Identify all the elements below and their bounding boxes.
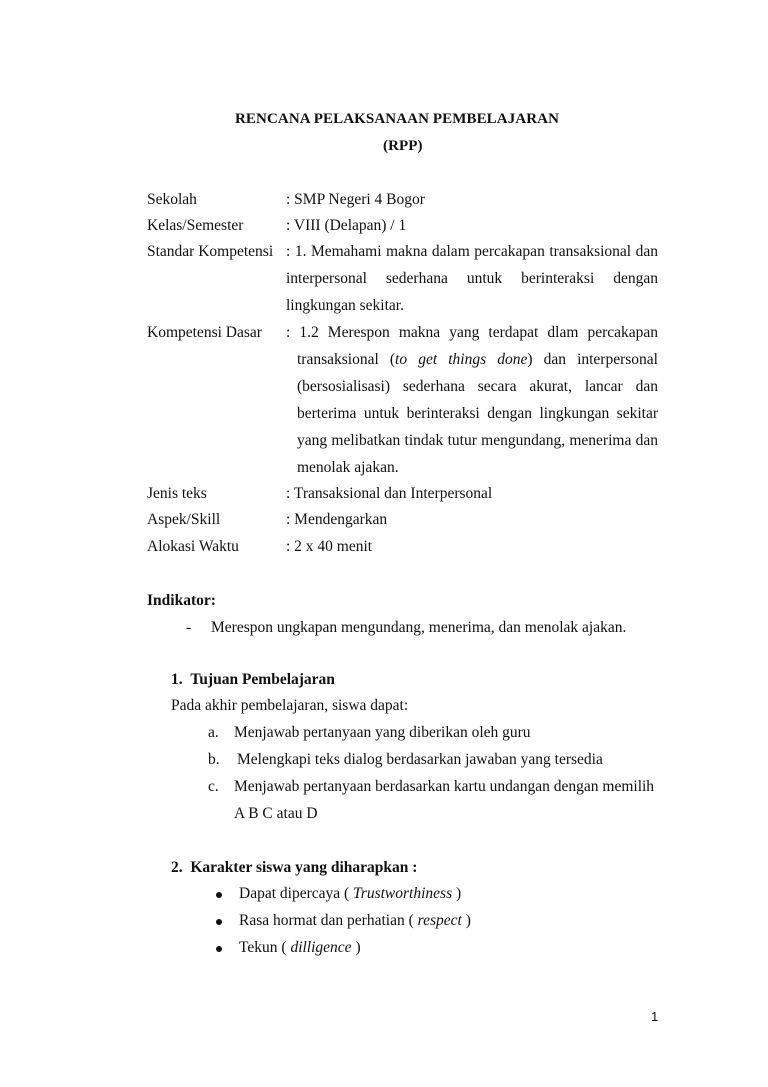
label-jenis-teks: Jenis teks bbox=[147, 485, 207, 502]
label-sekolah: Sekolah bbox=[147, 191, 197, 208]
karakter-item-2-post: ) bbox=[461, 912, 471, 929]
karakter-item-3-post: ) bbox=[351, 939, 361, 956]
karakter-item-3-emphasis: dilligence bbox=[290, 939, 352, 956]
value-kd-line3: (bersosialisasi) sederhana secara akurat, lancar dan bbox=[297, 378, 658, 395]
karakter-item-1 bbox=[239, 885, 461, 903]
karakter-item-1-emphasis: Trustworthiness bbox=[353, 885, 453, 902]
label-alokasi-waktu: Alokasi Waktu bbox=[147, 538, 239, 555]
tujuan-item-b: Melengkapi teks dialog berdasarkan jawaban yang tersedia bbox=[237, 751, 603, 768]
value-alokasi-waktu: : 2 x 40 menit bbox=[286, 538, 373, 555]
label-standar-kompetensi: Standar Kompetensi bbox=[147, 243, 274, 260]
value-kd-line5: yang melibatkan tindak tutur mengundang, menerima dan bbox=[297, 432, 658, 449]
label-kompetensi-dasar: Kompetensi Dasar bbox=[147, 324, 262, 341]
value-kd-line4: berterima untuk berinteraksi dengan lingkungan sekitar bbox=[297, 405, 658, 422]
karakter-item-1-pre: Dapat dipercaya ( bbox=[239, 885, 354, 902]
document-subtitle: (RPP) bbox=[383, 138, 423, 154]
value-sekolah: : SMP Negeri 4 Bogor bbox=[286, 191, 425, 208]
indikator-heading: Indikator: bbox=[147, 592, 216, 609]
value-sk-line3: lingkungan sekitar. bbox=[286, 297, 404, 314]
kd-line2-pre: transaksional ( bbox=[297, 351, 396, 368]
karakter-item-3-pre: Tekun ( bbox=[239, 939, 291, 956]
bullet-icon bbox=[216, 892, 222, 898]
value-kd-line6: menolak ajakan. bbox=[297, 459, 399, 476]
value-sk-line1: : 1. Memahami makna dalam percakapan transaksional dan bbox=[286, 243, 658, 260]
value-aspek-skill: : Mendengarkan bbox=[286, 511, 388, 528]
value-jenis-teks: : Transaksional dan Interpersonal bbox=[286, 485, 493, 502]
label-kelas: Kelas/Semester bbox=[147, 217, 244, 234]
tujuan-intro: Pada akhir pembelajaran, siswa dapat: bbox=[171, 697, 409, 714]
karakter-heading: 2. Karakter siswa yang diharapkan : bbox=[171, 859, 418, 876]
tujuan-item-c-marker: c. bbox=[208, 778, 219, 795]
tujuan-item-c-continued: A B C atau D bbox=[234, 805, 318, 822]
indikator-item: Merespon ungkapan mengundang, menerima, dan menolak ajakan. bbox=[211, 619, 627, 636]
bullet-icon bbox=[216, 919, 222, 925]
indikator-dash: - bbox=[186, 619, 192, 636]
label-aspek-skill: Aspek/Skill bbox=[147, 511, 221, 528]
tujuan-item-c: Menjawab pertanyaan berdasarkan kartu undangan dengan memilih bbox=[234, 778, 655, 795]
karakter-item-3 bbox=[239, 939, 361, 957]
document-title: RENCANA PELAKSANAAN PEMBELAJARAN bbox=[235, 111, 560, 127]
page-number: 1 bbox=[651, 1009, 659, 1024]
value-kelas: : VIII (Delapan) / 1 bbox=[286, 217, 407, 234]
karakter-item-2-pre: Rasa hormat dan perhatian ( bbox=[239, 912, 418, 929]
tujuan-item-b-marker: b. bbox=[208, 751, 220, 768]
tujuan-item-a-marker: a. bbox=[208, 724, 219, 741]
kd-line2-emphasis: to get things done bbox=[395, 351, 528, 368]
tujuan-item-a: Menjawab pertanyaan yang diberikan oleh guru bbox=[234, 724, 531, 741]
karakter-item-1-post: ) bbox=[452, 885, 462, 902]
value-kd-line1: : 1.2 Merespon makna yang terdapat dlam percakapan bbox=[286, 324, 658, 341]
kd-line2-post: ) dan interpersonal bbox=[527, 351, 658, 368]
karakter-item-2 bbox=[239, 912, 471, 930]
bullet-icon bbox=[216, 946, 222, 952]
value-sk-line2: interpersonal sederhana untuk berinteraksi dengan bbox=[286, 270, 658, 287]
tujuan-heading: 1. Tujuan Pembelajaran bbox=[171, 671, 335, 688]
karakter-item-2-emphasis: respect bbox=[417, 912, 462, 929]
value-kd-line2 bbox=[297, 351, 658, 369]
